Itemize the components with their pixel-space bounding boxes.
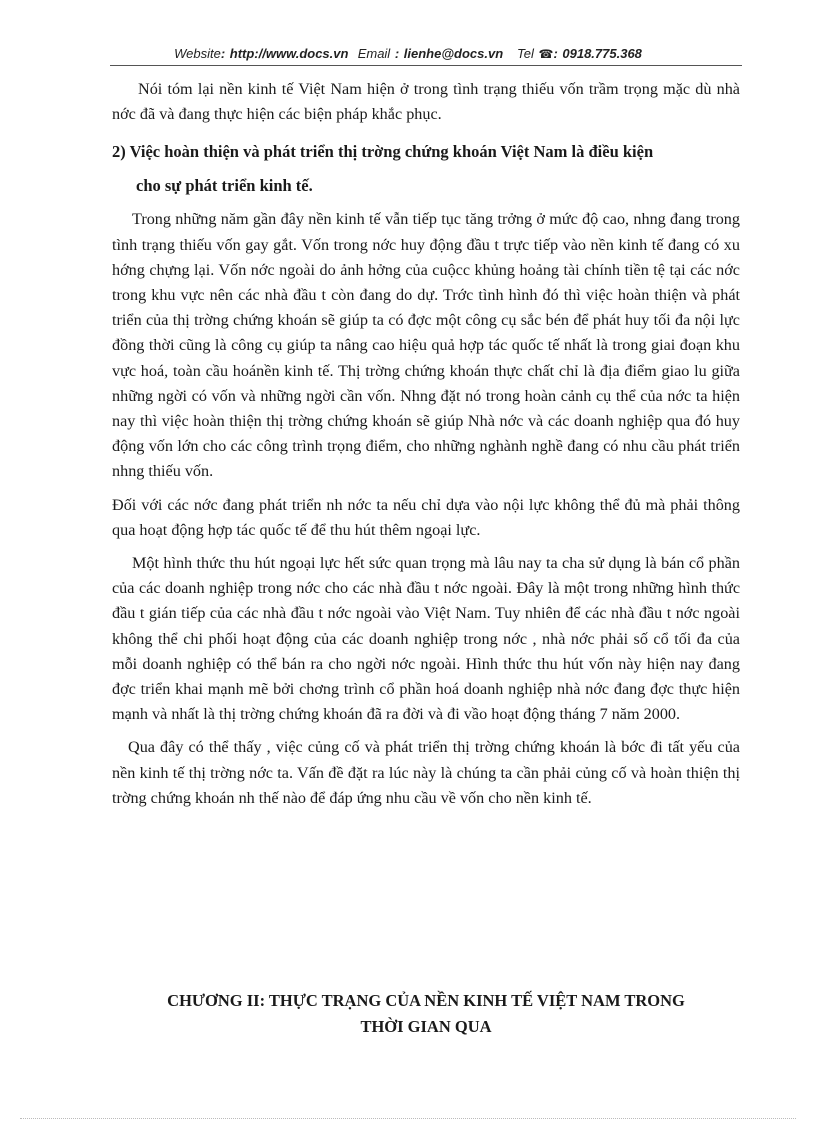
section-heading-2: [112, 135, 740, 203]
page-header: [0, 46, 816, 61]
chapter-title-line-2: THỜI GIAN QUA: [360, 1017, 492, 1036]
document-body: [112, 77, 740, 819]
chapter-title-line-1: CHƯƠNG II: THỰC TRẠNG CỦA NỀN KINH TẾ VIỆT NAM TRONG: [167, 991, 685, 1010]
paragraph-2: Trong những năm gần đây nền kinh tế vẫn tiếp tục tăng trởng ở mức độ cao, nhng đang trong tình trạng thiếu vốn gay gắt. Vốn trong nớc huy động đầu t trực tiếp vào nền kinh tế đang có xu hớng chựng lại. Vốn nớc ngoài do ảnh hởng của cuộcc khủng hoảng tài chính tiền tệ tại các nớc trong khu vực nên các nhà đầu t còn đang do dự. Trớc tình hình đó thì việc hoàn thiện và phát triển của thị trờng chứng khoán sẽ giúp ta có đợc một công cụ sắc bén để phát huy tối đa nội lực đồng thời cũng là công cụ giúp ta nâng cao hiệu quả hợp tác quốc tế nhất là trong giai đoạn khu vực hoá, toàn cầu hoánền kinh tế. Thị trờng chứng khoán thực chất chỉ là địa điểm giao lu giữa những ngời có vốn và những ngời cần vốn. Nhng đặt nó trong hoàn cảnh cụ thể của nớc ta hiện nay thì việc hoàn thiện thị trờng chứng khoán sẽ giúp Nhà nớc và các doanh nghiệp qua đó huy động vốn lớn cho các công trình trọng điểm, cho những nghành nghề đang có nhu cầu phát triển nhng thiếu vốn.: [112, 210, 740, 481]
section-heading-line-2: cho sự phát triển kinh tế.: [136, 176, 313, 196]
email-separator: :: [390, 46, 404, 61]
section-heading-line-1: 2) Việc hoàn thiện và phát triển thị trờng chứng khoán Việt Nam là điều kiện: [112, 142, 654, 162]
tel-label: Tel: [516, 46, 534, 61]
email-label: Email: [357, 46, 391, 61]
website-url[interactable]: http://www.docs.vn: [229, 46, 349, 61]
email-value[interactable]: lienhe@docs.vn: [403, 46, 504, 61]
paragraph-3: Đối với các nớc đang phát triển nh nớc ta nếu chỉ dựa vào nội lực không thể đủ mà phải thông qua hoạt động hợp tác quốc tế để thu hút thêm ngoại lực.: [112, 495, 740, 539]
paragraph-1: Nói tóm lại nền kinh tế Việt Nam hiện ở trong tình trạng thiếu vốn trầm trọng mặc dù nhà nớc đã và đang thực hiện các biện pháp khắc phục.: [112, 80, 740, 124]
paragraph-4: Một hình thức thu hút ngoại lực hết sức quan trọng mà lâu nay ta cha sử dụng là bán cổ phần của các doanh nghiệp trong nớc cho các nhà đầu t nớc ngoài. Đây là một trong những hình thức đầu t gián tiếp của các nhà đầu t nớc ngoài vào Việt Nam. Tuy nhiên để các nhà đầu t nớc ngoài không thể chi phối hoạt động của các doanh nghiệp trong nớc , nhà nớc phải số cổ tối đa của mỗi doanh nghiệp có thể bán ra cho ngời nớc ngoài. Hình thức thu hút vốn này hiện nay đang đợc triển khai mạnh mẽ bởi chơng trình cổ phần hoá doanh nghiệp nhà nớc đang đợc thực hiện mạnh và nhất là thị trờng chứng khoán đã ra đời và đi vầo hoạt động tháng 7 năm 2000.: [112, 554, 740, 724]
website-label: Website: [174, 46, 221, 61]
tel-value: : 0918.775.368: [553, 46, 642, 61]
footer-divider: [20, 1118, 796, 1119]
chapter-title: [112, 988, 740, 1040]
website-separator: :: [220, 46, 230, 61]
phone-icon: ☎: [538, 47, 554, 61]
paragraph-5: Qua đây có thể thấy , việc củng cố và phát triển thị trờng chứng khoán là bớc đi tất yếu của nền kinh tế thị trờng nớc ta. Vấn đề đặt ra lúc này là chúng ta cần phải củng cố và hoàn thiện thị trờng chứng khoán nh thế nào để đáp ứng nhu cầu về vốn cho nền kinh tế.: [112, 738, 740, 807]
header-divider: [110, 65, 742, 66]
